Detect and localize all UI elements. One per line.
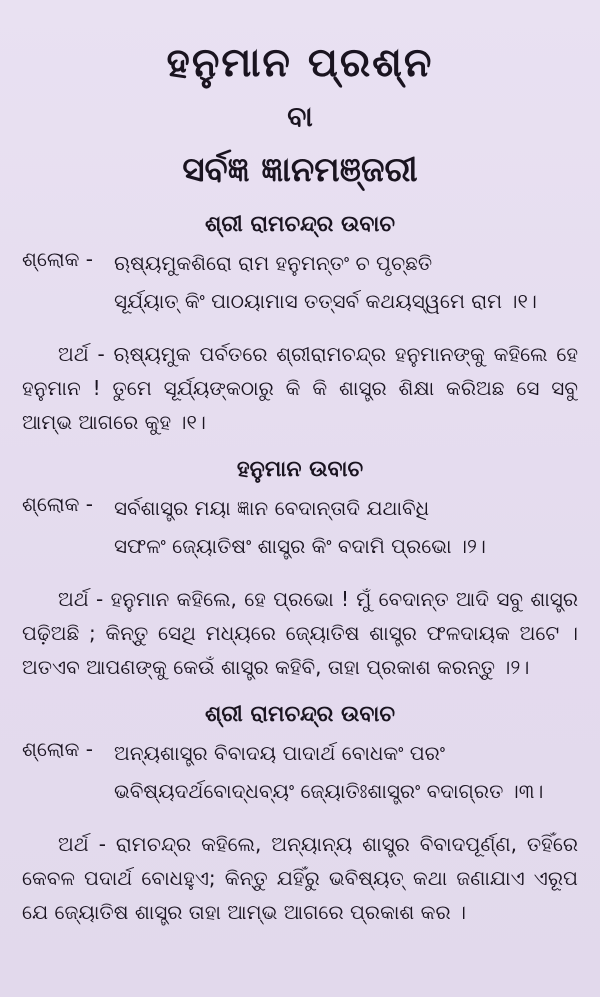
section-2 [22, 457, 578, 684]
shloka-line: ସଫଳଂ ଜ୍ୟୋତିଷଂ ଶାସ୍ତ୍ର କିଂ ବଦାମି ପ୍ରଭୋ ।୨। [114, 534, 486, 558]
shloka-block [22, 492, 578, 568]
shloka-line: ଋଷ୍ୟମୁକଶିରୋ ରାମ ହନୁମନ୍ତଂ ଚ ପୃଚ୍ଛତି [114, 251, 433, 275]
shloka-line: ସୂର୍ଯ୍ୟାତ୍ କିଂ ପାଠୟାମାସ ତତ୍ସର୍ବ କଥୟସ୍ୱମେ ରାମ ।୧। [114, 289, 537, 313]
page-title: ହନୁମାନ ପ୍ରଶ୍ନ [166, 40, 434, 86]
shloka-block [22, 737, 578, 813]
or-connector: ବା [287, 100, 313, 133]
section-1 [22, 212, 578, 439]
shloka-line: ଭବିଷ୍ୟଦର୍ଥବୋଦ୍ଧବ୍ୟଂ ଜ୍ୟୋତିଃଶାସ୍ତ୍ରଂ ବଦାଗ୍ରତ ।୩। [114, 779, 544, 803]
shloka-lines [114, 247, 578, 323]
section-3 [22, 702, 578, 929]
meaning-paragraph: ଅର୍ଥ - ରାମଚନ୍ଦ୍ର କହିଲେ, ଅନ୍ୟାନ୍ୟ ଶାସ୍ତ୍ର ବିବାଦପୂର୍ଣ୍ଣ, ତହିଁରେ କେବଳ ପଦାର୍ଥ ବୋଧହୁଏ; କିନ୍ତୁ ଯହିଁରୁ ଭବିଷ୍ୟତ୍ କଥା ଜଣାଯାଏ ଏରୂପ ଯେ ଜ୍ୟୋତିଷ ଶାସ୍ତ୍ର ତାହା ଆମ୍ଭ ଆଗରେ ପ୍ରକାଶ କର । [22, 832, 578, 924]
section-heading: ଶ୍ରୀ ରାମଚନ୍ଦ୍ର ଉବାଚ [205, 702, 395, 727]
meaning-paragraph: ଅର୍ଥ - ହନୁମାନ କହିଲେ, ହେ ପ୍ରଭୋ ! ମୁଁ ବେଦାନ୍ତ ଆଦି ସବୁ ଶାସ୍ତ୍ର ପଢ଼ିଅଛି ; କିନ୍ତୁ ସେଥି ମଧ୍ୟରେ ଜ୍ୟୋତିଷ ଶାସ୍ତ୍ର ଫଳଦାୟକ ଅଟେ । ଅତଏବ ଆପଣଙ୍କୁ କେଉଁ ଶାସ୍ତ୍ର କହିବି, ତାହା ପ୍ରକାଶ କରନ୍ତୁ ।୨। [22, 587, 578, 679]
shloka-label: ଶ୍ଲୋକ - [22, 492, 94, 516]
meaning-paragraph: ଅର୍ଥ - ଋଷ୍ୟମୁକ ପର୍ବତରେ ଶ୍ରୀରାମଚନ୍ଦ୍ର ହନୁମାନଙ୍କୁ କହିଲେ ହେ ହନୁମାନ ! ତୁମେ ସୂର୍ଯ୍ୟଙ୍କଠାରୁ କି କି ଶାସ୍ତ୍ର ଶିକ୍ଷା କରିଅଛ ସେ ସବୁ ଆମ୍ଭ ଆଗରେ କୁହ ।୧। [22, 342, 578, 434]
shloka-lines [114, 492, 578, 568]
section-heading: ଶ୍ରୀ ରାମଚନ୍ଦ୍ର ଉବାଚ [205, 212, 395, 237]
shloka-line: ଅନ୍ୟଶାସ୍ତ୍ର ବିବାଦୟ ପାଦାର୍ଥ ବୋଧକଂ ପରଂ [114, 741, 445, 765]
shloka-label: ଶ୍ଲୋକ - [22, 247, 94, 271]
page-subtitle: ସର୍ବଜ୍ଞ ଜ୍ଞାନମଞ୍ଜରୀ [182, 150, 418, 190]
shloka-label: ଶ୍ଲୋକ - [22, 737, 94, 761]
shloka-line: ସର୍ବଶାସ୍ତ୍ର ମୟା ଜ୍ଞାନ ବେଦାନ୍ତାଦି ଯଥାବିଧି [114, 496, 430, 520]
section-heading: ହନୁମାନ ଉବାଚ [236, 457, 364, 482]
shloka-block [22, 247, 578, 323]
shloka-lines [114, 737, 578, 813]
